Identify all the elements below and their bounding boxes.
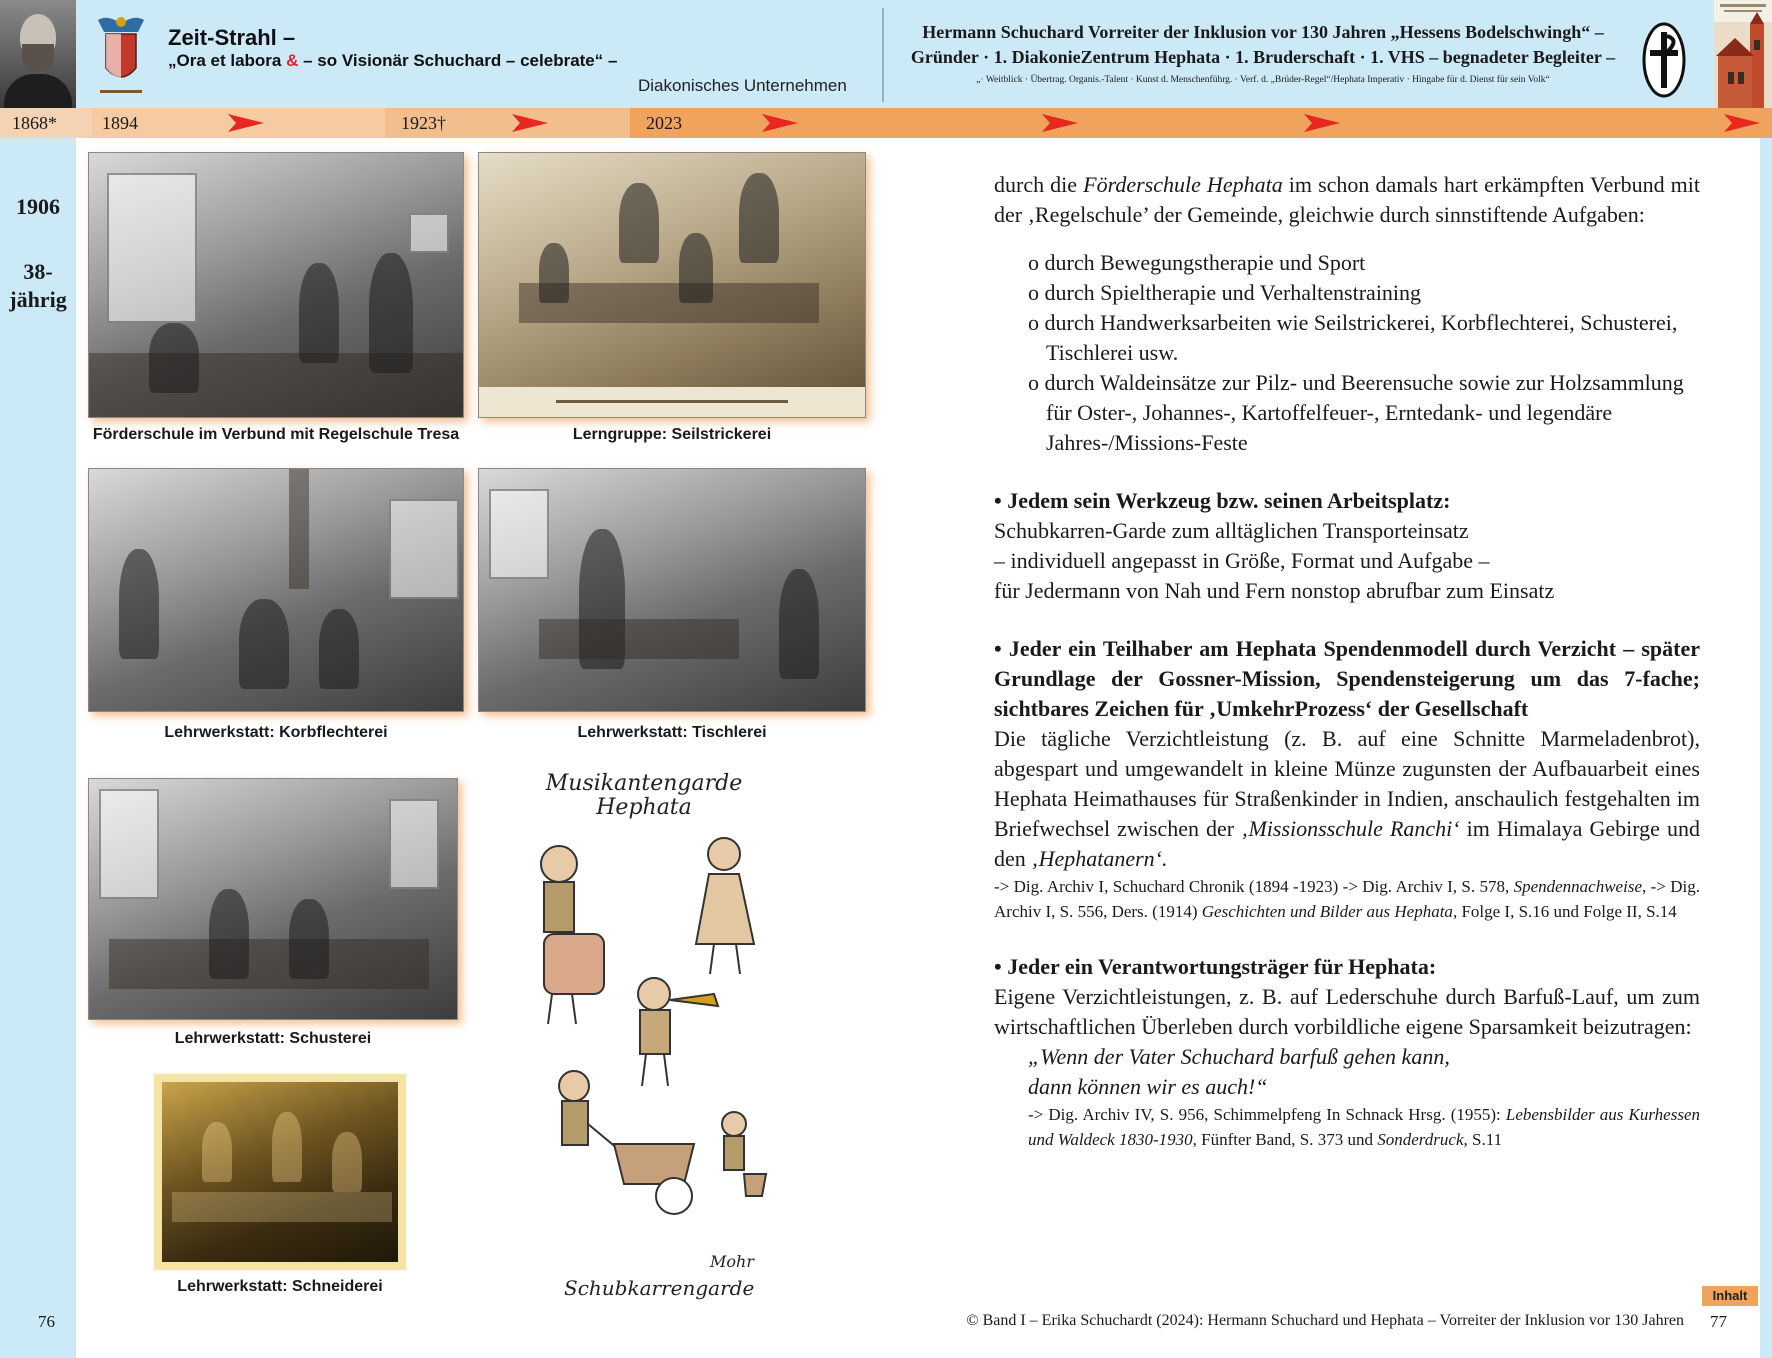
- page-number-left: 76: [38, 1312, 55, 1331]
- cartoon-title: Musikantengarde Hephata: [545, 771, 743, 820]
- activities-list: [1028, 248, 1700, 458]
- timeline-arrow-icon: [510, 110, 550, 136]
- header-subtitle-right: Diakonisches Unternehmen: [638, 76, 847, 95]
- photo-caption: Förderschule im Verbund mit Regelschule Tresa: [92, 426, 460, 443]
- timeline-year-1923: 1923†: [385, 108, 630, 138]
- cartoon-children-drawing: [504, 824, 768, 1254]
- quote-line: „Wenn der Vater Schuchard barfuß gehen kann,: [1028, 1044, 1450, 1069]
- photo-korbflechterei: [88, 468, 464, 712]
- photo-caption: Lehrwerkstatt: Korbflechterei: [164, 724, 388, 741]
- timeline-year-1894: 1894: [92, 108, 385, 138]
- section-body: Die tägliche Verzichtleistung (z. B. auf eine Schnitte Marmeladenbrot), abgespart und umgewandelt in kleine Münze zugunsten der Aufbauarbeit eines Hephata Heimathauses für Straßenkinder in Indien, anschaulich festgehalten im Briefwechsel zwischen der ‚Missionsschule Ranchi‘ im Himalaya Gebirge und den ‚Hephatanern‘.: [994, 726, 1700, 871]
- page-number-right: 77: [1710, 1312, 1727, 1331]
- right-sidebar: [1760, 138, 1772, 1358]
- intro-paragraph: durch die Förderschule Hephata im schon damals hart erkämpften Verbund mit der ‚Regelschule’ der Gemeinde, gleichwie durch sinnstiftende Aufgaben:: [994, 172, 1700, 227]
- header-subtitle: „Ora et labora & – so Visionär Schuchard – celebrate“ –: [168, 51, 618, 70]
- photo-seilstrickerei: [478, 152, 866, 418]
- timeline-arrow-icon: [1302, 110, 1342, 136]
- photo-caption: Lehrwerkstatt: Tischlerei: [577, 724, 767, 741]
- photo-caption: Lehrwerkstatt: Schusterei: [174, 1030, 372, 1047]
- header-right-line3: „· Weitblick · Übertrag. Organis.-Talent · Kunst d. Menschenführg. · Verf. d. „Brüder-Regel“/Hephata Imperativ · Hingabe für d. Dienst für sein Volk“: [976, 75, 1550, 85]
- left-sidebar: [0, 138, 76, 1358]
- church-building-image: [1714, 0, 1772, 108]
- footer-copyright: © Band I – Erika Schuchardt (2024): Hermann Schuchard und Hephata – Vorreiter der Inklusion vor 130 Jahren: [966, 1312, 1684, 1329]
- section-heading: • Jeder ein Verantwortungsträger für Hephata:: [994, 954, 1437, 979]
- photo-foerderschule: [88, 152, 464, 418]
- ampersand-accent: &: [286, 51, 299, 70]
- list-item: o durch Handwerksarbeiten wie Seilstrickerei, Korbflechterei, Schusterei, Tischlerei usw.: [1028, 310, 1678, 365]
- coat-of-arms-icon: [88, 12, 154, 102]
- portrait-photo: [0, 0, 76, 108]
- timeline-year-2023: 2023: [630, 108, 1772, 138]
- section-body: Eigene Verzichtleistungen, z. B. auf Lederschuhe durch Barfuß-Lauf, um zum wirtschaftlichen Überleben durch vorbildliche eigene Sparsamkeit beizutragen:: [994, 984, 1700, 1039]
- sidebar-age: 38- jährig: [9, 259, 67, 312]
- photo-schusterei: [88, 778, 458, 1020]
- header-left-titles: [168, 25, 878, 95]
- list-item: o durch Spieltherapie und Verhaltenstraining: [1028, 280, 1422, 305]
- source-reference: -> Dig. Archiv I, Schuchard Chronik (1894 -1923) -> Dig. Archiv I, S. 578, Spendennachweise, -> Dig. Archiv I, S. 556, Ders. (1914) Geschichten und Bilder aus Hephata, Folge I, S.16 und Folge II, S.14: [994, 877, 1700, 921]
- main-text-column: [994, 170, 1700, 1152]
- header-right-line1: Hermann Schuchard Vorreiter der Inklusion vor 130 Jahren „Hessens Bodelschwingh“ –: [922, 22, 1604, 42]
- section-heading: • Jedem sein Werkzeug bzw. seinen Arbeitsplatz:: [994, 488, 1451, 513]
- section-line: für Jedermann von Nah und Fern nonstop abrufbar zum Einsatz: [994, 578, 1555, 603]
- photo-caption: Lerngruppe: Seilstrickerei: [572, 426, 772, 443]
- header-title: Zeit-Strahl –: [168, 25, 296, 50]
- inhalt-button[interactable]: Inhalt: [1702, 1286, 1758, 1306]
- photo-tischlerei: [478, 468, 866, 712]
- cartoon-signature: Mohr: [710, 1252, 754, 1271]
- photo-schneiderei: [154, 1074, 406, 1270]
- header-divider: [882, 8, 884, 102]
- section-line: – individuell angepasst in Größe, Format und Aufgabe –: [994, 548, 1490, 573]
- cartoon-bottom-label: Schubkarrengarde: [564, 1276, 755, 1300]
- timeline-arrow-icon: [760, 110, 800, 136]
- timeline-arrow-icon: [1040, 110, 1080, 136]
- timeline-year-1868: 1868*: [0, 108, 92, 138]
- section-heading: • Jeder ein Teilhaber am Hephata Spendenmodell durch Verzicht – später Grundlage der Gossner-Mission, Spendensteigerung um das 7-fache; sichtbares Zeichen für ‚UmkehrProzess‘ der Gesellschaft: [994, 636, 1700, 721]
- timeline-arrow-icon: [226, 110, 266, 136]
- quote-line: dann können wir es auch!“: [1028, 1074, 1268, 1099]
- cartoon-illustration: [504, 768, 768, 1302]
- photo-caption: Lehrwerkstatt: Schneiderei: [177, 1278, 383, 1295]
- timeline-arrow-icon: [1722, 110, 1762, 136]
- section-line: Schubkarren-Garde zum alltäglichen Transporteinsatz: [994, 518, 1469, 543]
- list-item: o durch Waldeinsätze zur Pilz- und Beerensuche sowie zur Holzsammlung für Oster-, Johannes-, Kartoffelfeuer-, Erntedank- und legendäre Jahres-/Missions-Feste: [1028, 370, 1684, 455]
- header-right-line2: Gründer · 1. DiakonieZentrum Hephata · 1. Bruderschaft · 1. VHS – begnadeter Begleiter –: [910, 47, 1616, 67]
- header-bar: [0, 0, 1772, 108]
- list-item: o durch Bewegungstherapie und Sport: [1028, 250, 1366, 275]
- source-reference: -> Dig. Archiv IV, S. 956, Schimmelpfeng In Schnack Hrsg. (1955): Lebensbilder aus Kurhessen und Waldeck 1830-1930, Fünfter Band, S. 373 und Sonderdruck, S.11: [1028, 1105, 1701, 1149]
- cross-emblem-icon: [1640, 20, 1688, 100]
- sidebar-year: 1906: [16, 194, 60, 219]
- header-right-titles: [890, 20, 1636, 90]
